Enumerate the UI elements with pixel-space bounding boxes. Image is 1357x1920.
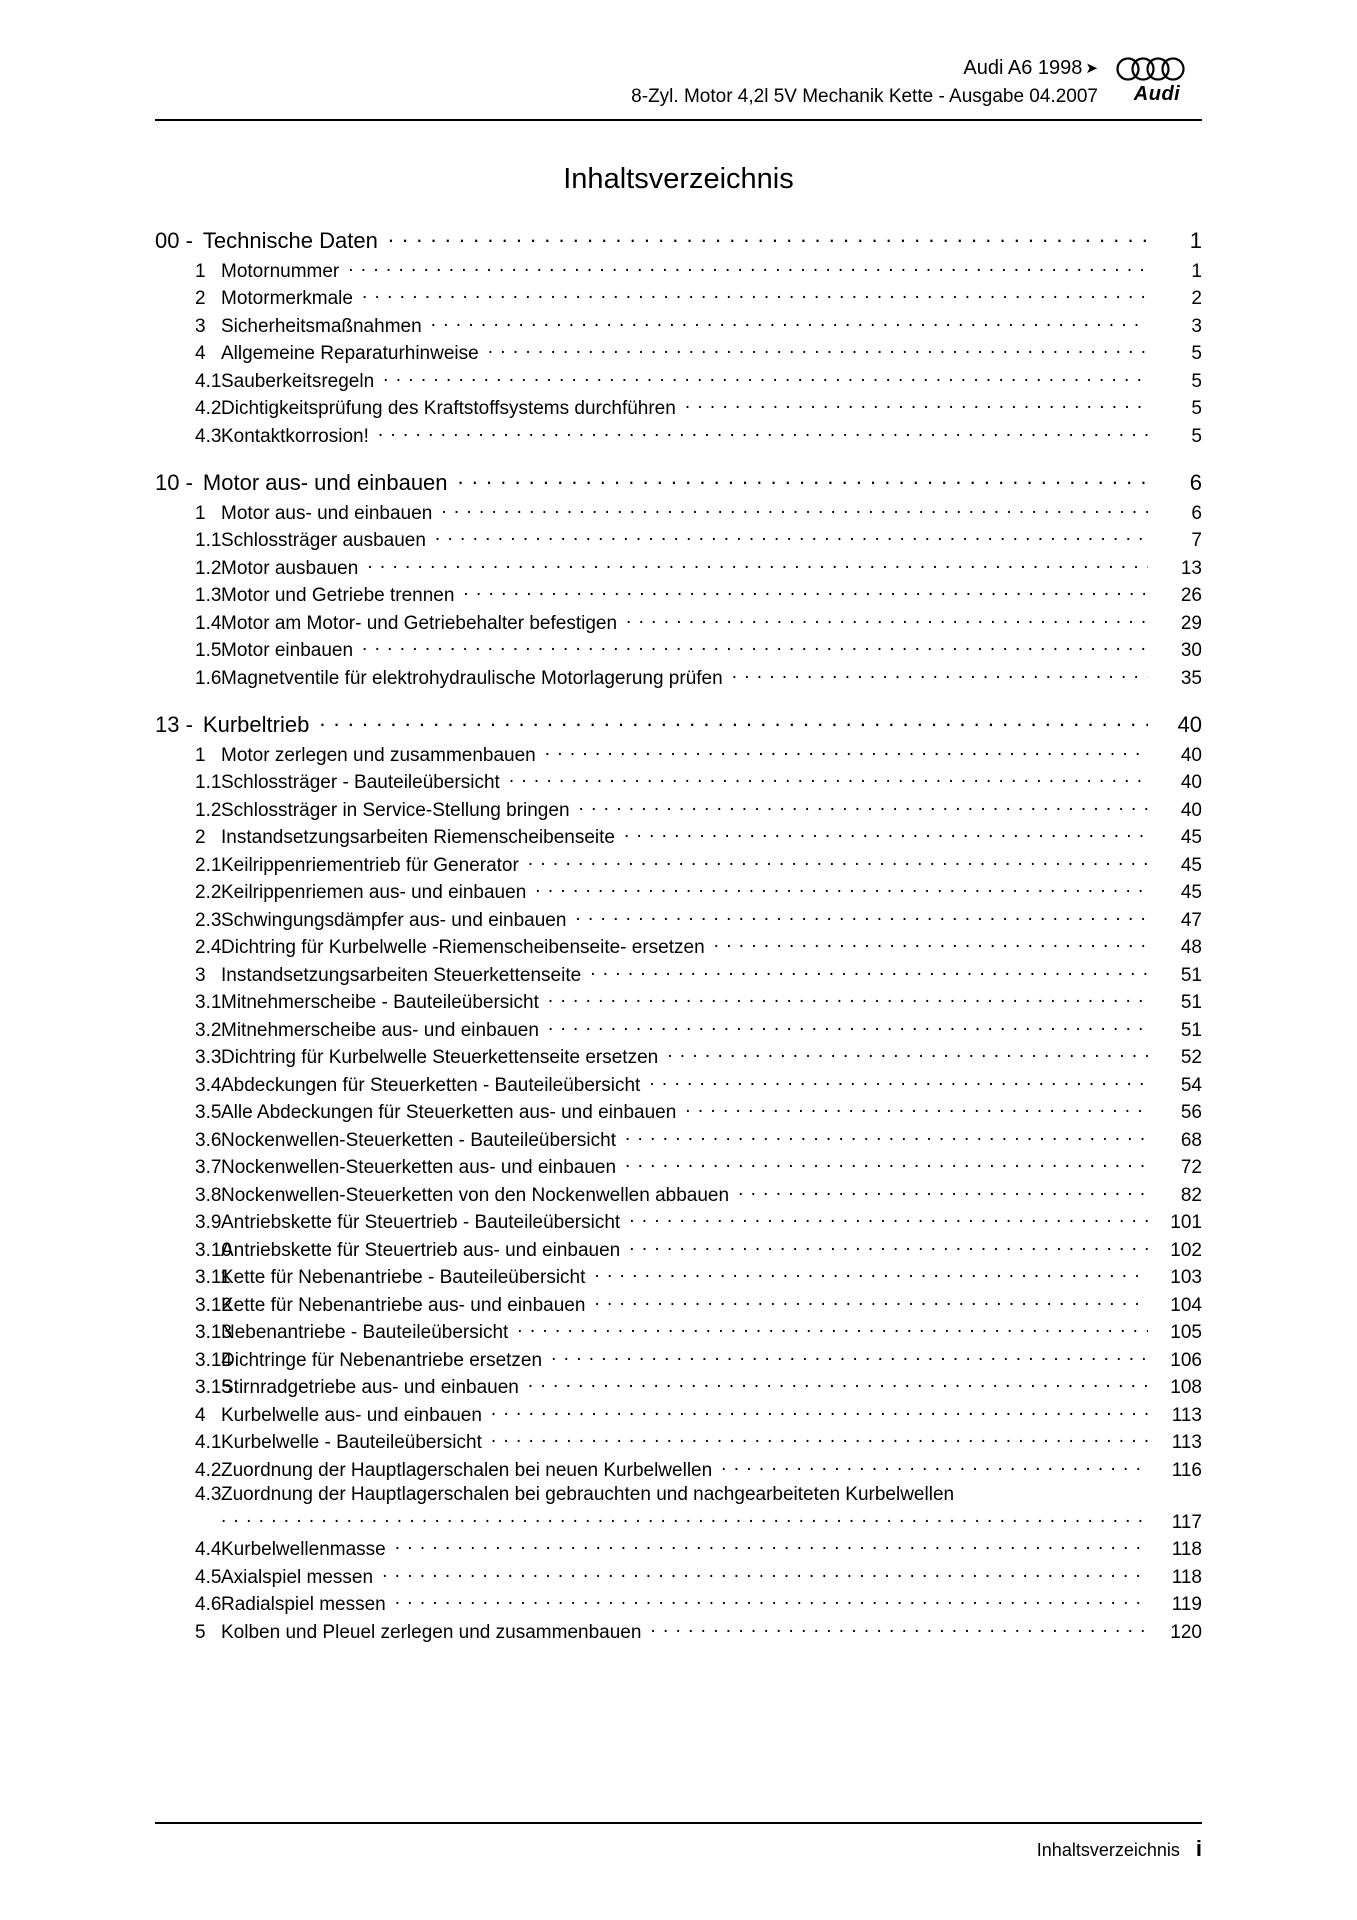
toc-entry-row[interactable] — [155, 665, 1202, 690]
toc-entry-page: 6 — [1191, 502, 1202, 524]
toc-entry-row[interactable] — [155, 1017, 1202, 1042]
toc-leader — [388, 226, 1148, 248]
toc-entry-label: Kontaktkorrosion! — [221, 425, 369, 447]
header-divider — [155, 119, 1202, 121]
toc-entry-label: Dichtring für Kurbelwelle Steuerkettenseite ersetzen — [221, 1047, 659, 1069]
toc-entry-row[interactable] — [155, 1429, 1202, 1454]
toc-entry-label: Schlossträger in Service-Stellung bringen — [221, 799, 570, 821]
toc-entry-row[interactable] — [155, 500, 1202, 525]
toc-chapter-title: Technische Daten — [202, 227, 378, 253]
toc-entry-label: Magnetventile für elektrohydraulische Motorlagerung prüfen — [221, 667, 723, 689]
toc-entry-label: Dichtringe für Nebenantriebe ersetzen — [221, 1349, 543, 1371]
toc-entry-row[interactable] — [155, 1044, 1202, 1069]
toc-entry-row[interactable] — [155, 989, 1202, 1014]
toc-entry-number: 3.5 — [195, 1102, 222, 1124]
toc-leader — [383, 368, 1148, 387]
toc-entry-label: Motor einbauen — [221, 640, 354, 662]
toc-leader — [685, 1099, 1148, 1118]
toc-leader — [221, 1509, 1148, 1528]
toc-entry-number: 1 — [195, 502, 206, 524]
toc-entry-page: 68 — [1180, 1129, 1202, 1151]
toc-leader — [362, 285, 1148, 304]
toc-entry-page: 40 — [1180, 772, 1202, 794]
toc-leader — [362, 637, 1148, 656]
toc-entry-label: Keilrippenriementrieb für Generator — [221, 854, 519, 876]
toc-leader — [378, 423, 1148, 442]
toc-leader — [509, 769, 1148, 788]
toc-entry-row[interactable] — [155, 1591, 1202, 1616]
toc-leader — [548, 1017, 1148, 1036]
toc-leader — [685, 395, 1148, 414]
toc-leader — [435, 527, 1148, 546]
toc-entry-number: 4.5 — [195, 1566, 222, 1588]
toc-entry-number: 3.15 — [195, 1377, 232, 1399]
toc-entry-row[interactable] — [155, 368, 1202, 393]
toc-entry-row[interactable] — [155, 1536, 1202, 1561]
toc-entry-row[interactable] — [155, 1347, 1202, 1372]
header-title-line — [631, 54, 1098, 83]
toc-entry-row[interactable] — [155, 824, 1202, 849]
toc-entry-row[interactable] — [155, 1564, 1202, 1589]
toc-entry-number: 4.4 — [195, 1539, 222, 1561]
toc-entry-page: 118 — [1171, 1539, 1202, 1561]
toc-entry-row[interactable] — [155, 742, 1202, 767]
toc-chapter-label: 13 - — [155, 711, 193, 737]
toc-entry-number: 4.1 — [195, 370, 222, 392]
toc-chapter-label: 10 - — [155, 469, 193, 495]
toc-entry-label: Motor und Getriebe trennen — [221, 585, 455, 607]
toc-leader — [441, 500, 1148, 519]
toc-entry-label: Schwingungsdämpfer aus- und einbauen — [221, 909, 567, 931]
toc-entry-label: Motor am Motor- und Getriebehalter befestigen — [221, 612, 618, 634]
toc-entry-label: Keilrippenriemen aus- und einbauen — [221, 882, 527, 904]
toc-entry-page: 119 — [1171, 1594, 1202, 1616]
toc-entry-page: 40 — [1180, 799, 1202, 821]
toc-entry-label: Mitnehmerscheibe - Bauteileübersicht — [221, 992, 539, 1014]
toc-entry-page: 102 — [1170, 1239, 1202, 1261]
toc-entry-row[interactable] — [155, 637, 1202, 662]
toc-entry-row[interactable] — [155, 852, 1202, 877]
toc-entry-label: Nebenantriebe - Bauteileübersicht — [221, 1322, 509, 1344]
toc-entry-number: 3.13 — [195, 1322, 232, 1344]
toc-leader — [629, 1237, 1148, 1256]
toc-entry-number: 4.3 — [195, 425, 222, 447]
toc-entry-label: Dichtring für Kurbelwelle -Riemenscheibenseite- ersetzen — [221, 937, 705, 959]
toc-leader — [367, 555, 1148, 574]
toc-entry-page: 101 — [1170, 1212, 1202, 1234]
toc-entry-number: 4.1 — [195, 1432, 222, 1454]
toc-leader — [575, 907, 1148, 926]
toc-entry-number: 1 — [195, 744, 206, 766]
toc-entry-page: 56 — [1180, 1102, 1202, 1124]
toc-entry-label: Abdeckungen für Steuerketten - Bauteileübersicht — [221, 1074, 641, 1096]
audi-wordmark: Audi — [1133, 83, 1181, 105]
toc-leader — [649, 1072, 1148, 1091]
toc-entry-page: 45 — [1180, 827, 1202, 849]
toc-entry-row[interactable] — [155, 769, 1202, 794]
header-arrow-icon: ➤ — [1085, 60, 1098, 77]
toc-leader — [545, 742, 1148, 761]
toc-entry-row[interactable] — [155, 423, 1202, 448]
toc-entry-label: Dichtigkeitsprüfung des Kraftstoffsystems durchführen — [221, 398, 676, 420]
toc-entry-page: 51 — [1180, 1019, 1202, 1041]
toc-entry-page: 105 — [1170, 1322, 1202, 1344]
toc-entry-row[interactable] — [155, 1402, 1202, 1427]
toc-entry-row[interactable] — [155, 395, 1202, 420]
page-header — [155, 0, 1202, 111]
toc-entry-page: 72 — [1180, 1157, 1202, 1179]
toc-entry-page: 13 — [1180, 557, 1202, 579]
toc-leader — [517, 1319, 1148, 1338]
toc-leader — [458, 468, 1148, 490]
toc-entry-row[interactable] — [155, 934, 1202, 959]
toc-entry-label: Motormerkmale — [221, 288, 353, 310]
toc-entry-row[interactable] — [155, 1319, 1202, 1344]
toc-leader — [650, 1619, 1148, 1638]
toc-leader — [594, 1292, 1148, 1311]
toc-chapter-label: 00 - — [155, 227, 193, 253]
toc-entry-number: 1.1 — [195, 772, 222, 794]
toc-entry-label: Motornummer — [221, 260, 340, 282]
toc-chapter-page: 1 — [1189, 227, 1202, 253]
toc-entry-label: Motor aus- und einbauen — [221, 502, 433, 524]
toc-leader — [667, 1044, 1148, 1063]
toc-entry-page: 47 — [1180, 909, 1202, 931]
toc-entry-row[interactable] — [155, 879, 1202, 904]
toc-entry-label: Instandsetzungsarbeiten Steuerkettenseite — [221, 964, 582, 986]
toc-leader — [732, 665, 1148, 684]
toc-entry-page: 40 — [1180, 744, 1202, 766]
toc-entry-label: Kurbelwelle - Bauteileübersicht — [221, 1432, 482, 1454]
toc-entry-row[interactable] — [155, 1374, 1202, 1399]
toc-entry-row[interactable] — [155, 1072, 1202, 1097]
audi-rings-icon — [1112, 56, 1202, 82]
toc-entry-row[interactable] — [155, 1292, 1202, 1317]
toc-entry-page: 118 — [1171, 1566, 1202, 1588]
toc-entry-label: Sauberkeitsregeln — [221, 370, 375, 392]
toc-leader — [348, 258, 1148, 277]
page-footer — [155, 1822, 1202, 1862]
toc-entry-label: Antriebskette für Steuertrieb - Bauteileübersicht — [221, 1212, 621, 1234]
toc-entry-number: 3 — [195, 315, 206, 337]
toc-entry-number: 1.1 — [195, 530, 222, 552]
toc-entry-number: 1.2 — [195, 557, 222, 579]
toc-entry-label: Kurbelwelle aus- und einbauen — [221, 1404, 482, 1426]
toc-entry-page: 5 — [1191, 370, 1202, 392]
toc-entry-label: Schlossträger ausbauen — [221, 530, 426, 552]
toc-entry-page: 117 — [1171, 1511, 1202, 1533]
toc-leader — [625, 1127, 1148, 1146]
toc-chapter-title: Kurbeltrieb — [202, 711, 310, 737]
toc-entry-number: 1.2 — [195, 799, 222, 821]
toc-entry-label: Zuordnung der Hauptlagerschalen bei gebrauchten und nachgearbeiteten Kurbelwellen — [221, 1484, 955, 1506]
toc-entry-page: 35 — [1180, 667, 1202, 689]
toc-entry-number: 4.3 — [195, 1484, 222, 1506]
toc-entry-number: 3.11 — [195, 1267, 231, 1289]
toc-entry-number: 3.8 — [195, 1184, 222, 1206]
toc-entry-page: 51 — [1180, 992, 1202, 1014]
toc-entry-row[interactable] — [155, 1484, 1202, 1506]
toc-entry-row[interactable] — [155, 1237, 1202, 1262]
toc-leader — [431, 313, 1148, 332]
toc-entry-label: Alle Abdeckungen für Steuerketten aus- und einbauen — [221, 1102, 677, 1124]
toc-entry-row[interactable] — [155, 962, 1202, 987]
toc-entry-label: Antriebskette für Steuertrieb aus- und einbauen — [221, 1239, 621, 1261]
toc-chapter-page: 40 — [1177, 711, 1202, 737]
toc-leader — [626, 610, 1148, 629]
toc-leader — [594, 1264, 1148, 1283]
toc-entry-number: 2.3 — [195, 909, 222, 931]
toc-entry-number: 3.12 — [195, 1294, 232, 1316]
toc-entry-row[interactable] — [155, 1127, 1202, 1152]
toc-entry-row-continuation[interactable] — [155, 1509, 1202, 1534]
footer-page-number: i — [1195, 1836, 1202, 1861]
toc-entry-page: 2 — [1191, 288, 1202, 310]
toc-entry-label: Kette für Nebenantriebe - Bauteileübersicht — [221, 1267, 586, 1289]
toc-entry-number: 4 — [195, 343, 206, 365]
toc-entry-number: 2 — [195, 288, 206, 310]
toc-entry-page: 7 — [1191, 530, 1202, 552]
toc-entry-row[interactable] — [155, 1457, 1202, 1482]
toc-entry-label: Stirnradgetriebe aus- und einbauen — [221, 1377, 519, 1399]
toc-entry-page: 5 — [1191, 343, 1202, 365]
toc-leader — [491, 1402, 1148, 1421]
toc-entry-row[interactable] — [155, 1182, 1202, 1207]
toc-entry-page: 29 — [1180, 612, 1202, 634]
toc-leader — [528, 1374, 1148, 1393]
toc-chapter-row[interactable] — [155, 226, 1202, 254]
toc-leader — [721, 1457, 1148, 1476]
toc-entry-page: 51 — [1180, 964, 1202, 986]
toc-leader — [488, 340, 1148, 359]
toc-leader — [463, 582, 1148, 601]
audi-logo — [1112, 52, 1202, 106]
toc-entry-number: 4.2 — [195, 1459, 222, 1481]
toc-entry-number: 2.2 — [195, 882, 222, 904]
toc-entry-row[interactable] — [155, 258, 1202, 283]
toc-entry-number: 2.1 — [195, 854, 222, 876]
toc-entry-row[interactable] — [155, 610, 1202, 635]
toc-leader — [528, 852, 1148, 871]
toc-entry-number: 3.9 — [195, 1212, 222, 1234]
toc-entry-label: Motor zerlegen und zusammenbauen — [221, 744, 536, 766]
toc-entry-label: Allgemeine Reparaturhinweise — [221, 343, 479, 365]
toc-entry-label: Kette für Nebenantriebe aus- und einbauen — [221, 1294, 586, 1316]
toc-entry-number: 1 — [195, 260, 206, 282]
toc-entry-number: 3.2 — [195, 1019, 222, 1041]
toc-entry-label: Nockenwellen-Steuerketten aus- und einbauen — [221, 1157, 617, 1179]
page-title: Inhaltsverzeichnis — [563, 162, 794, 195]
toc-entry-label: Schlossträger - Bauteileübersicht — [221, 772, 500, 794]
toc-leader — [579, 797, 1148, 816]
toc-entry-number: 4.6 — [195, 1594, 222, 1616]
toc-entry-page: 48 — [1180, 937, 1202, 959]
toc-leader — [319, 710, 1148, 732]
toc-entry-label: Nockenwellen-Steuerketten von den Nockenwellen abbauen — [221, 1184, 730, 1206]
toc-entry-row[interactable] — [155, 285, 1202, 310]
toc-leader — [548, 989, 1148, 1008]
toc-chapter-row[interactable] — [155, 468, 1202, 496]
toc-entry-number: 3.7 — [195, 1157, 222, 1179]
toc-entry-label: Kolben und Pleuel zerlegen und zusammenbauen — [221, 1621, 642, 1643]
toc-entry-number: 3.1 — [195, 992, 222, 1014]
toc-entry-page: 104 — [1170, 1294, 1202, 1316]
toc-entry-number: 1.4 — [195, 612, 222, 634]
toc-entry-number: 4.2 — [195, 398, 222, 420]
toc-leader — [395, 1536, 1148, 1555]
toc-leader — [395, 1591, 1148, 1610]
toc-entry-row[interactable] — [155, 1264, 1202, 1289]
footer-label: Inhaltsverzeichnis — [1036, 1840, 1180, 1860]
toc-entry-page: 113 — [1171, 1432, 1202, 1454]
toc-entry-page: 45 — [1180, 882, 1202, 904]
toc-leader — [491, 1429, 1148, 1448]
toc-chapter-row[interactable] — [155, 710, 1202, 738]
toc-entry-label: Nockenwellen-Steuerketten - Bauteileübersicht — [221, 1129, 616, 1151]
toc-leader — [551, 1347, 1148, 1366]
toc-leader — [714, 934, 1148, 953]
toc-entry-page: 3 — [1191, 315, 1202, 337]
toc-entry-label: Axialspiel messen — [221, 1566, 374, 1588]
toc-entry-number: 1.3 — [195, 585, 222, 607]
toc-entry-page: 103 — [1170, 1267, 1202, 1289]
toc-entry-row[interactable] — [155, 313, 1202, 338]
toc-entry-row[interactable] — [155, 340, 1202, 365]
table-of-contents — [155, 226, 1202, 1644]
toc-entry-row[interactable] — [155, 907, 1202, 932]
toc-entry-label: Radialspiel messen — [221, 1594, 386, 1616]
toc-entry-number: 3 — [195, 964, 206, 986]
toc-entry-row[interactable] — [155, 1209, 1202, 1234]
toc-entry-label: Motor ausbauen — [221, 557, 359, 579]
toc-entry-page: 54 — [1180, 1074, 1202, 1096]
toc-entry-page: 116 — [1171, 1459, 1202, 1481]
toc-entry-label: Sicherheitsmaßnahmen — [221, 315, 422, 337]
toc-entry-number: 2.4 — [195, 937, 222, 959]
toc-entry-label: Kurbelwellenmasse — [221, 1539, 386, 1561]
toc-entry-row[interactable] — [155, 1619, 1202, 1644]
toc-entry-label: Zuordnung der Hauptlagerschalen bei neuen Kurbelwellen — [221, 1459, 713, 1481]
toc-leader — [624, 824, 1148, 843]
toc-entry-number: 1.5 — [195, 640, 222, 662]
header-text-block — [631, 52, 1112, 111]
toc-entry-page: 106 — [1170, 1349, 1202, 1371]
toc-entry-row[interactable] — [155, 797, 1202, 822]
toc-leader — [738, 1182, 1148, 1201]
header-subtitle: 8-Zyl. Motor 4,2l 5V Mechanik Kette - Ausgabe 04.2007 — [631, 86, 1098, 107]
toc-chapter-title: Motor aus- und einbauen — [202, 469, 448, 495]
toc-entry-label: Instandsetzungsarbeiten Riemenscheibenseite — [221, 827, 615, 849]
header-title: Audi A6 1998 — [963, 57, 1083, 79]
toc-entry-row[interactable] — [155, 1154, 1202, 1179]
toc-entry-page: 1 — [1191, 260, 1202, 282]
toc-entry-number: 1.6 — [195, 667, 222, 689]
toc-entry-number: 4 — [195, 1404, 206, 1426]
toc-chapter-page: 6 — [1189, 469, 1202, 495]
toc-entry-page: 5 — [1191, 398, 1202, 420]
toc-entry-label: Mitnehmerscheibe aus- und einbauen — [221, 1019, 539, 1041]
toc-leader — [625, 1154, 1148, 1173]
toc-entry-row[interactable] — [155, 1099, 1202, 1124]
toc-entry-row[interactable] — [155, 582, 1202, 607]
toc-entry-page: 5 — [1191, 425, 1202, 447]
toc-leader — [629, 1209, 1148, 1228]
toc-entry-page: 30 — [1180, 640, 1202, 662]
toc-leader — [535, 879, 1148, 898]
toc-entry-page: 52 — [1180, 1047, 1202, 1069]
toc-entry-page: 45 — [1180, 854, 1202, 876]
toc-entry-page: 120 — [1170, 1621, 1202, 1643]
toc-entry-number: 3.4 — [195, 1074, 222, 1096]
toc-entry-page: 108 — [1170, 1377, 1202, 1399]
toc-entry-page: 26 — [1180, 585, 1202, 607]
toc-entry-number: 5 — [195, 1621, 206, 1643]
toc-entry-number: 3.14 — [195, 1349, 232, 1371]
toc-entry-row[interactable] — [155, 555, 1202, 580]
toc-leader — [590, 962, 1148, 981]
toc-entry-page: 82 — [1180, 1184, 1202, 1206]
toc-entry-number: 3.6 — [195, 1129, 222, 1151]
toc-entry-page: 113 — [1171, 1404, 1202, 1426]
toc-entry-number: 2 — [195, 827, 206, 849]
toc-entry-number: 3.3 — [195, 1047, 222, 1069]
toc-leader — [382, 1564, 1148, 1583]
toc-entry-row[interactable] — [155, 527, 1202, 552]
toc-entry-number: 3.10 — [195, 1239, 232, 1261]
